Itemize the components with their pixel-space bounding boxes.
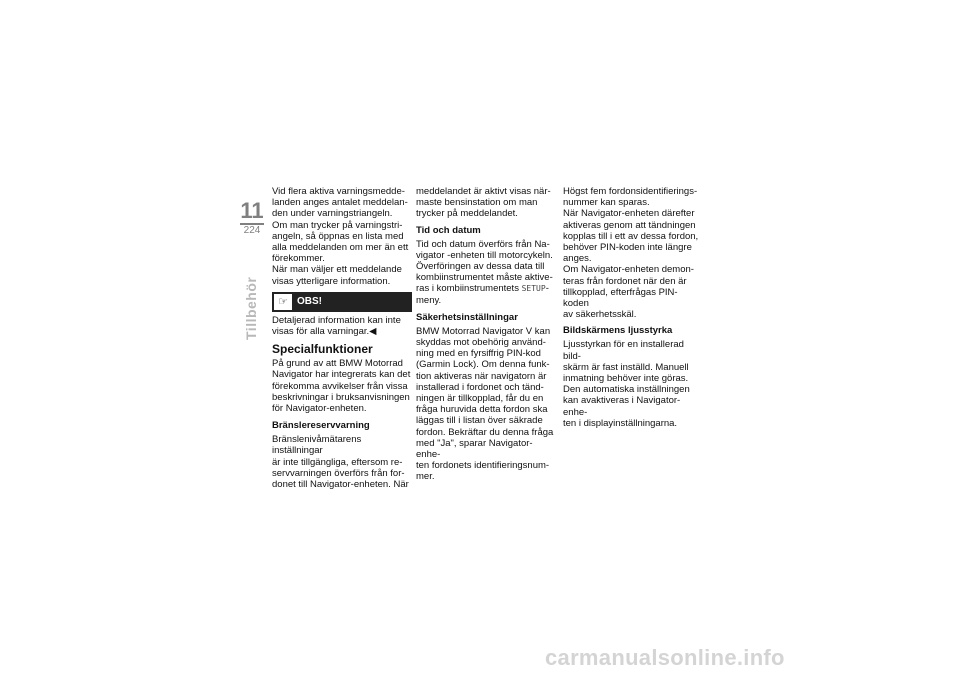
col2-paragraph-2: Tid och datum överförs från Na- vigator -enheten till motorcykeln. Överföringen av dessa data till kombiinstrumentet måste aktive- ras i kombiinstrumentets SETUP- meny.	[416, 238, 553, 306]
col1-paragraph-3: På grund av att BMW Motorrad Navigator har integrerats kan det förekomma avvikelser från vissa beskrivningar i bruksanvisningen för Navigator-enheten.	[272, 358, 411, 415]
heading-time-date: Tid och datum	[416, 224, 481, 236]
col3-paragraph-2: Ljusstyrkan för en installerad bild- skärm är fast inställd. Manuell inmatning behöver inte göras. Den automatiska inställningen kan avaktiveras i Navigator-enhe- ten i displayinställningarna.	[563, 339, 690, 429]
col1-paragraph-2: Detaljerad information kan inte visas för alla varningar.◀	[272, 314, 401, 338]
col1-paragraph-4: Bränslenivåmätarens inställningar är inte tillgängliga, eftersom re- servvarningen överförs från for- donet till Navigator-enheten. När	[272, 434, 409, 491]
column-1	[272, 186, 412, 490]
heading-fuel-reserve: Bränslereservvarning	[272, 420, 370, 432]
heading-security-settings: Säkerhetsinställningar	[416, 311, 518, 323]
column-2	[416, 186, 556, 483]
column-3	[563, 186, 703, 429]
col1-paragraph-1: Vid flera aktiva varningsmedde- landen anges antalet meddelan- den under varningstriangeln. Om man trycker på varningstri- angeln, så öppnas en lista med alla meddelanden om mer än ett förekommer. När man väljer ett meddelande visas ytterligare information.	[272, 186, 409, 287]
pointing-hand-icon: ☞	[274, 294, 292, 310]
chapter-title: Tillbehör	[243, 276, 259, 340]
col2-paragraph-1: meddelandet är aktivt visas när- maste bensinstation om man trycker på meddelandet.	[416, 186, 551, 220]
watermark: carmanualsonline.info	[545, 645, 785, 670]
heading-screen-brightness: Bildskärmens ljusstyrka	[563, 325, 673, 337]
note-label: OBS!	[297, 296, 322, 308]
note-box	[272, 292, 412, 312]
page-number: 224	[243, 225, 261, 236]
col3-paragraph-1: Högst fem fordonsidentifierings- nummer kan sparas. När Navigator-enheten därefter aktiveras genom att tändningen kopplas till i ett av dessa fordon, behöver PIN-koden inte längre anges. Om Navigator-enheten demon- teras från fordonet när den är tillkopplad, efterfrågas PIN-koden av säkerhetsskäl.	[563, 186, 699, 321]
heading-special-functions: Specialfunktioner	[272, 342, 373, 357]
end-mark-icon: ◀	[369, 326, 377, 338]
chapter-number: 11	[240, 198, 264, 223]
setup-menu-label: SETUP	[521, 284, 546, 294]
col2-paragraph-3: BMW Motorrad Navigator V kan skyddas mot obehörig använd- ning med en fyrsiffrig PIN-kod (Garmin Lock). Om denna funk- tion aktiveras när navigatorn är installerad i fordonet och tänd- ningen är tillkopplad, får du en fråga huruvida detta fordon ska läggas till i listan över säkrade fordon. Bekräftar du denna fråga med "Ja", sparar Navigator-enhe- ten fordonets identifieringsnum- mer.	[416, 325, 554, 483]
